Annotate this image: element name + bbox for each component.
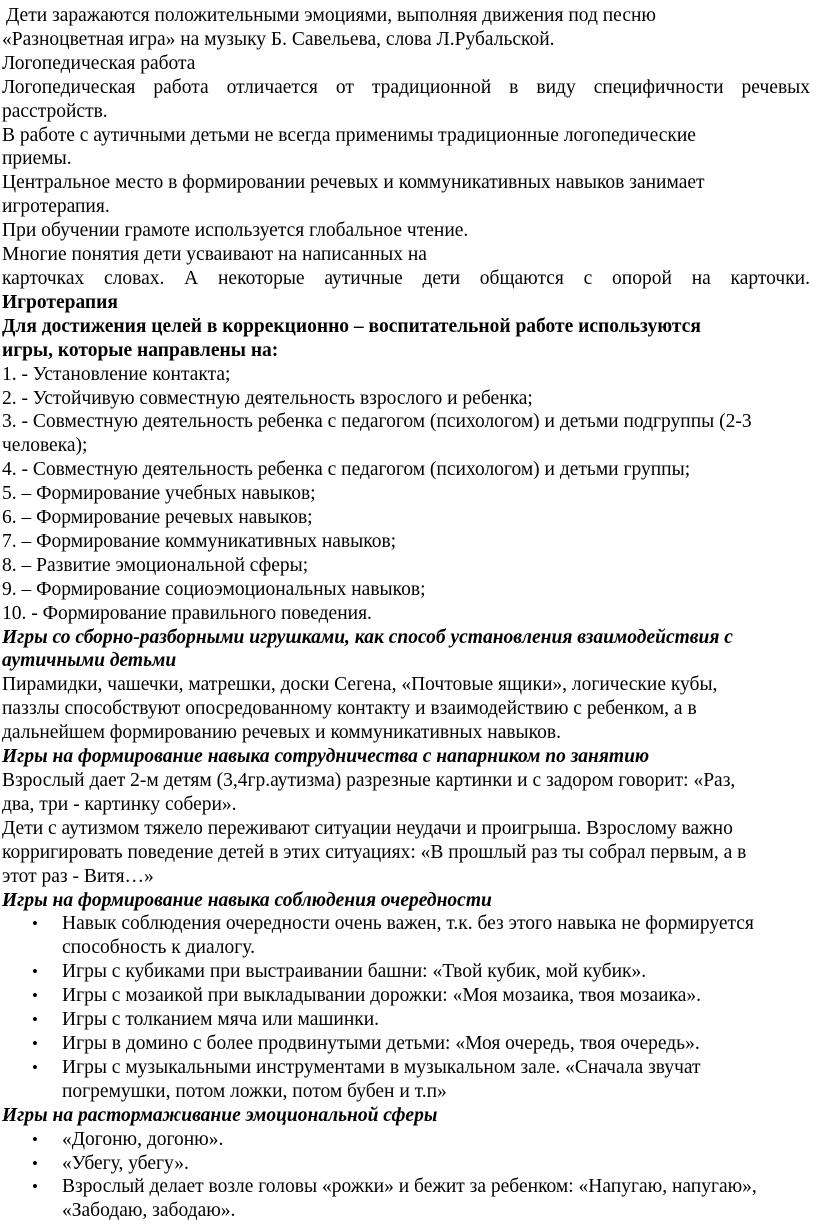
list-item xyxy=(2,1152,810,1176)
logopedic-heading: Логопедическая работа xyxy=(2,52,196,74)
bullet-icon: • xyxy=(32,1010,38,1030)
goal-item: человека); xyxy=(2,435,88,457)
list-item xyxy=(2,960,810,984)
logopedic-para-3-line-1: Центральное место в формировании речевых и коммуникативных навыков занимает xyxy=(2,172,705,194)
turn-taking-heading: Игры на формирование навыка соблюдения очередности xyxy=(2,889,492,911)
goal-item: 8. – Развитие эмоциональной сферы; xyxy=(2,554,309,576)
cooperation-text-line: корригировать поведение детей в этих ситуациях: «В прошлый раз ты собрал первым, а в xyxy=(2,841,747,863)
logopedic-para-4: При обучении грамоте используется глобальное чтение. xyxy=(2,220,469,242)
cooperation-text-line: этот раз - Витя…» xyxy=(2,865,154,887)
list-item-text: Игры с кубиками при выстраивании башни: «Твой кубик, мой кубик». xyxy=(62,961,647,983)
logopedic-para-2-line-1: В работе с аутичными детьми не всегда применимы традиционные логопедические xyxy=(2,124,696,146)
cooperation-text-line: Дети с аутизмом тяжело переживают ситуации неудачи и проигрыша. Взрослому важно xyxy=(2,817,733,839)
emotional-heading: Игры на растормаживание эмоциональной сферы xyxy=(2,1104,438,1126)
goal-item: 6. – Формирование речевых навыков; xyxy=(2,507,313,529)
goal-item: 2. - Устойчивую совместную деятельность взрослого и ребенка; xyxy=(2,387,533,409)
goals-heading-line-1: Для достижения целей в коррекционно – воспитательной работе используются xyxy=(2,315,701,337)
intro-line-2: «Разноцветная игра» на музыку Б. Савельева, слова Л.Рубальской. xyxy=(2,28,555,50)
logopedic-para-5-line-2: карточках словах. А некоторые аутичные дети общаются с опорой на карточки. xyxy=(2,267,810,289)
intro-line-1: Дети заражаются положительными эмоциями, выполняя движения под песню xyxy=(6,5,656,26)
goals-list xyxy=(2,363,810,626)
list-item xyxy=(2,1175,810,1223)
goal-item: 4. - Совместную деятельность ребенка с педагогом (психологом) и детьми группы; xyxy=(2,459,691,481)
list-item-text: Игры в домино с более продвинутыми детьми: «Моя очередь, твоя очередь». xyxy=(62,1032,700,1054)
bullet-icon: • xyxy=(32,1153,38,1173)
bullet-icon: • xyxy=(32,962,38,982)
list-item-text: Игры с музыкальными инструментами в музыкальном зале. «Сначала звучат погремушки, потом ложки, потом бубен и т.п» xyxy=(62,1056,701,1102)
list-item xyxy=(2,1128,810,1152)
list-item xyxy=(2,1056,810,1104)
logopedic-para-3-line-2: игротерапия. xyxy=(2,196,110,218)
goals-heading-line-2: игры, которые направлены на: xyxy=(2,339,279,361)
goal-item: 10. - Формирование правильного поведения. xyxy=(2,602,372,624)
list-item-text: Игры с толканием мяча или машинки. xyxy=(62,1009,380,1031)
goal-item: 7. – Формирование коммуникативных навыков; xyxy=(2,530,397,552)
list-item xyxy=(2,1008,810,1032)
list-item xyxy=(2,984,810,1008)
cooperation-text-line: Взрослый дает 2-м детям (3,4гр.аутизма) разрезные картинки и с задором говорит: «Раз, xyxy=(2,770,736,791)
goal-item: 5. – Формирование учебных навыков; xyxy=(2,483,316,505)
logopedic-para-1-line-1: Логопедическая работа отличается от традиционной в виду специфичности речевых xyxy=(2,76,810,98)
toys-text-line: дальнейшем формированию речевых и коммуникативных навыков. xyxy=(2,722,561,744)
toys-heading-line-1: Игры со сборно-разборными игрушками, как способ установления взаимодействия с xyxy=(2,626,733,648)
list-item-text: Навык соблюдения очередности очень важен, т.к. без этого навыка не формируется способность к диалогу. xyxy=(62,913,754,959)
list-item xyxy=(2,1032,810,1056)
goal-item: 9. – Формирование социоэмоциональных навыков; xyxy=(2,578,426,600)
logopedic-para-5-line-1: Многие понятия дети усваивают на написанных на xyxy=(2,244,427,266)
game-therapy-heading: Игротерапия xyxy=(2,291,118,313)
list-item xyxy=(2,912,810,960)
list-item-text: Игры с мозаикой при выкладывании дорожки: «Моя мозаика, твоя мозаика». xyxy=(62,985,702,1007)
toys-text-line: Пирамидки, чашечки, матрешки, доски Сегена, «Почтовые ящики», логические кубы, xyxy=(2,674,718,696)
list-item-text: «Догоню, догоню». xyxy=(62,1128,224,1150)
bullet-icon: • xyxy=(32,1057,38,1077)
cooperation-text-line: два, три - картинку собери». xyxy=(2,793,237,815)
bullet-icon: • xyxy=(32,1177,38,1197)
emotional-list xyxy=(2,1128,810,1224)
goal-item: 3. - Совместную деятельность ребенка с педагогом (психологом) и детьми подгруппы (2-3 xyxy=(2,411,752,433)
list-item-text: Взрослый делает возле головы «рожки» и бежит за ребенком: «Напугаю, напугаю», «Забодаю, забодаю». xyxy=(62,1176,757,1222)
turn-taking-list xyxy=(2,912,810,1103)
bullet-icon: • xyxy=(32,914,38,934)
bullet-icon: • xyxy=(32,1033,38,1053)
toys-heading-line-2: аутичными детьми xyxy=(2,650,177,672)
cooperation-heading: Игры на формирование навыка сотрудничества с напарником по занятию xyxy=(2,746,650,768)
bullet-icon: • xyxy=(32,986,38,1006)
logopedic-para-2-line-2: приемы. xyxy=(2,148,72,170)
bullet-icon: • xyxy=(32,1129,38,1149)
list-item-text: «Убегу, убегу». xyxy=(62,1152,189,1174)
goal-item: 1. - Установление контакта; xyxy=(2,363,231,385)
toys-text-line: паззлы способствуют опосредованному контакту и взаимодействию с ребенком, а в xyxy=(2,698,697,720)
logopedic-para-1-line-2: расстройств. xyxy=(2,100,108,122)
